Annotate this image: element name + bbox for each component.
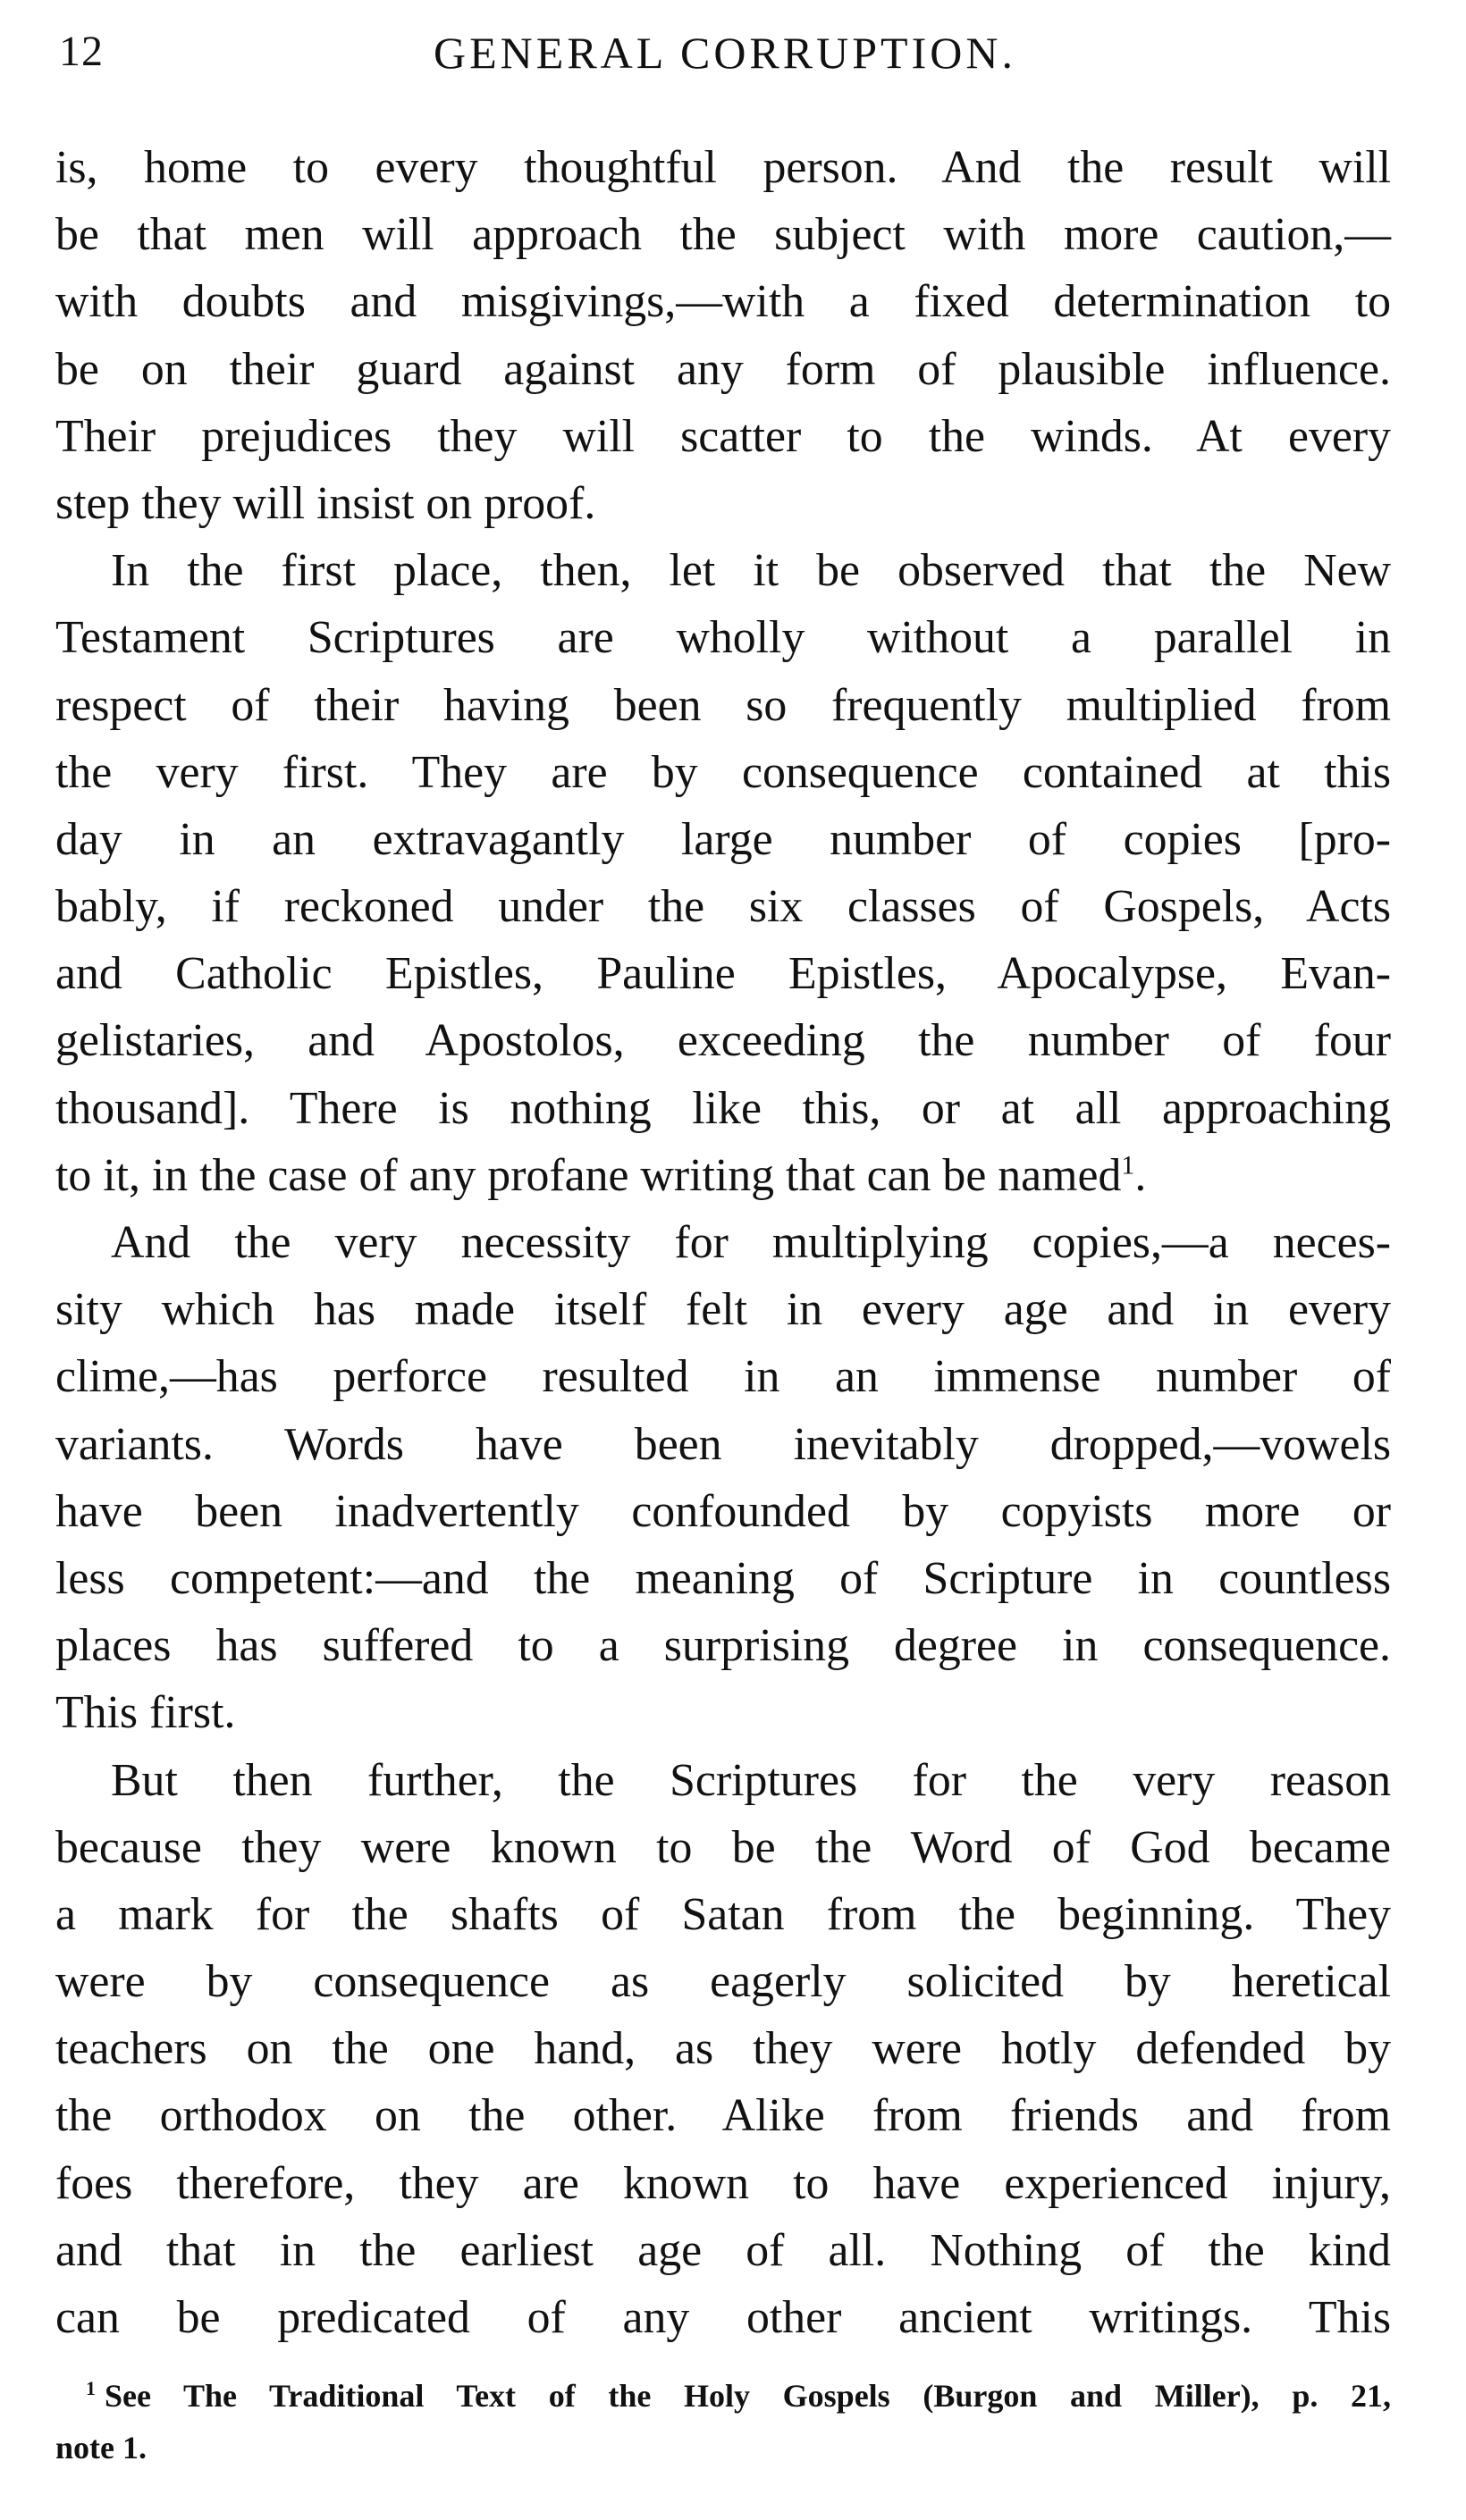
footnote-mark: 1 bbox=[86, 2377, 96, 2399]
text-line: the orthodox on the other. Alike from friends and from bbox=[55, 2090, 1391, 2142]
footnote-line bbox=[55, 2370, 1391, 2422]
text-line: be that men will approach the subject with more caution,— bbox=[55, 209, 1391, 261]
text-line: less competent:—and the meaning of Scripture in countless bbox=[55, 1552, 1391, 1604]
text-line: can be predicated of any other ancient writings. This bbox=[55, 2292, 1391, 2343]
footnote-reference[interactable]: 1 bbox=[1121, 1150, 1135, 1180]
text-line: respect of their having been so frequently multiplied from bbox=[55, 679, 1391, 731]
text-line: gelistaries, and Apostolos, exceeding the number of four bbox=[55, 1015, 1391, 1067]
text-line: with doubts and misgivings,—with a fixed determination to bbox=[55, 276, 1391, 328]
text-line: Testament Scriptures are wholly without a parallel in bbox=[55, 612, 1391, 664]
text-line: This first. bbox=[55, 1687, 236, 1739]
text-line: were by consequence as eagerly solicited by heretical bbox=[55, 1956, 1391, 2008]
text-line: the very first. They are by consequence contained at this bbox=[55, 746, 1391, 798]
text-line: day in an extravagantly large number of copies [pro- bbox=[55, 813, 1391, 865]
text-line: step they will insist on proof. bbox=[55, 477, 596, 529]
paragraph-start-line: But then further, the Scriptures for the very reason bbox=[111, 1754, 1391, 1806]
text-line: and that in the earliest age of all. Nothing of the kind bbox=[55, 2224, 1391, 2276]
text-line: places has suffered to a surprising degree in consequence. bbox=[55, 1620, 1391, 1672]
page-header bbox=[59, 27, 1391, 98]
text-line: and Catholic Epistles, Pauline Epistles, Apocalypse, Evan- bbox=[55, 948, 1391, 1000]
body-text bbox=[55, 134, 1391, 2351]
text-line: sity which has made itself felt in every age and in every bbox=[55, 1284, 1391, 1336]
text-line: have been inadvertently confounded by copyists more or bbox=[55, 1485, 1391, 1537]
footnote-text: See The Traditional Text of the Holy Gospels (Burgon and Miller), p. 21, bbox=[105, 2378, 1391, 2414]
paragraph-start-line: And the very necessity for multiplying copies,—a neces- bbox=[111, 1217, 1391, 1268]
text-line-content: to it, in the case of any profane writing that can be named bbox=[55, 1149, 1122, 1201]
text-line: variants. Words have been inevitably dropped,—vowels bbox=[55, 1418, 1391, 1470]
text-line-with-footnote bbox=[55, 1142, 1391, 1209]
footnote bbox=[55, 2370, 1391, 2474]
text-line: bably, if reckoned under the six classes of Gospels, Acts bbox=[55, 881, 1391, 933]
text-line: thousand]. There is nothing like this, or at all approaching bbox=[55, 1082, 1391, 1134]
sentence-end: . bbox=[1134, 1149, 1147, 1201]
text-line: Their prejudices they will scatter to the winds. At every bbox=[55, 410, 1391, 462]
text-line: is, home to every thoughtful person. And the result will bbox=[55, 142, 1391, 193]
text-line: clime,—has perforce resulted in an immense number of bbox=[55, 1351, 1391, 1403]
text-line: because they were known to be the Word of God became bbox=[55, 1821, 1391, 1873]
text-line: teachers on the one hand, as they were hotly defended by bbox=[55, 2023, 1391, 2075]
text-line: a mark for the shafts of Satan from the beginning. They bbox=[55, 1888, 1391, 1940]
text-line: be on their guard against any form of plausible influence. bbox=[55, 343, 1391, 395]
paragraph-start-line: In the first place, then, let it be observed that the New bbox=[111, 545, 1391, 597]
page-number: 12 bbox=[59, 28, 104, 75]
footnote-line: note 1. bbox=[55, 2430, 147, 2465]
text-line: foes therefore, they are known to have experienced injury, bbox=[55, 2157, 1391, 2209]
running-title: GENERAL CORRUPTION. bbox=[434, 28, 1016, 78]
